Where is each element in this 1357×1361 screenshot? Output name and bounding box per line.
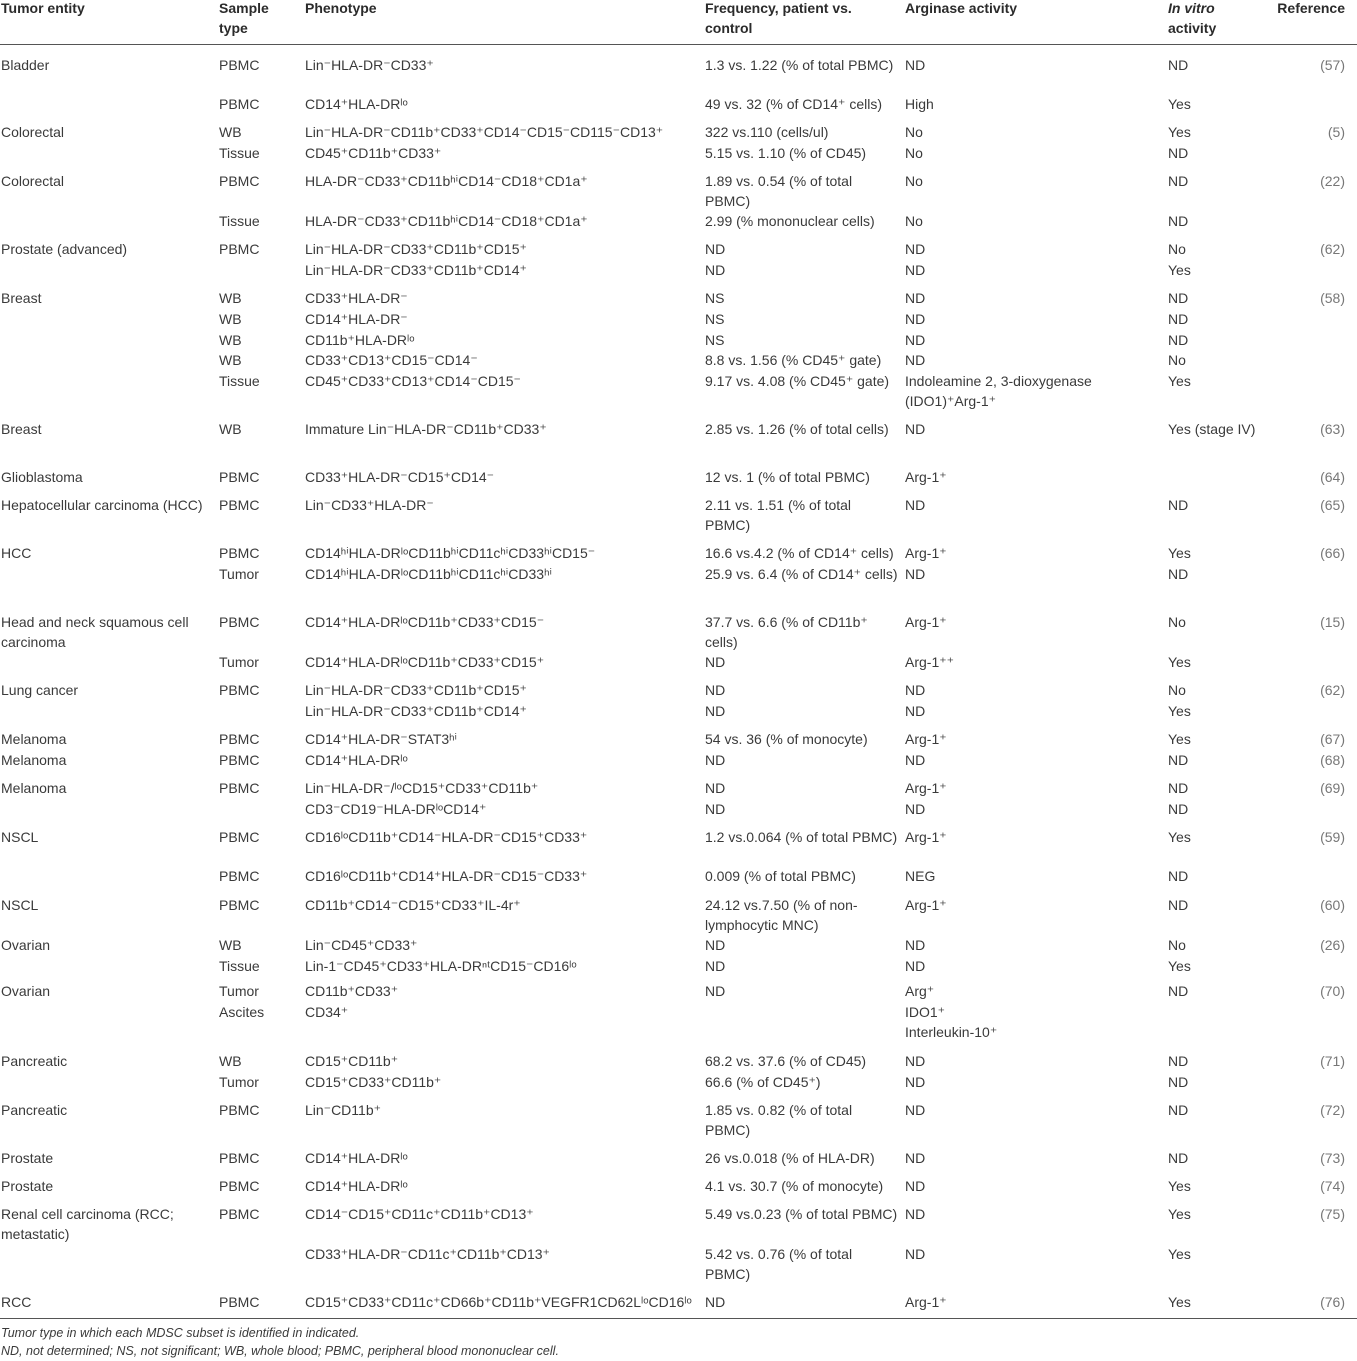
reference-cell: (75) bbox=[1320, 1206, 1345, 1222]
in-vitro-cell: ND bbox=[1168, 1102, 1189, 1118]
in-vitro-cell: No bbox=[1168, 241, 1186, 257]
phenotype-cell: CD15⁺CD11b⁺ bbox=[305, 1053, 399, 1069]
reference-cell: (62) bbox=[1320, 682, 1345, 698]
reference-cell: (22) bbox=[1320, 173, 1345, 189]
tumor-entity-cell: Glioblastoma bbox=[1, 469, 83, 485]
arginase-cell: ND bbox=[905, 937, 926, 953]
tumor-entity-cell: NSCL bbox=[1, 897, 39, 913]
frequency-cell: ND bbox=[705, 682, 726, 698]
frequency-cell: 5.15 vs. 1.10 (% of CD45) bbox=[705, 145, 867, 161]
arginase-cell: Arg-1⁺ bbox=[905, 829, 947, 845]
in-vitro-cell: ND bbox=[1168, 311, 1189, 327]
in-vitro-cell: ND bbox=[1168, 1150, 1189, 1166]
frequency-cell: NS bbox=[705, 332, 725, 348]
in-vitro-cell: ND bbox=[1168, 497, 1189, 513]
phenotype-cell: Lin⁻HLA-DR⁻CD33⁺CD11b⁺CD15⁺ bbox=[305, 241, 527, 257]
in-vitro-cell: No bbox=[1168, 937, 1186, 953]
reference-cell: (15) bbox=[1320, 614, 1345, 630]
sample-type-cell: PBMC bbox=[219, 96, 260, 112]
arginase-cell: Arg-1⁺ bbox=[905, 469, 947, 485]
phenotype-cell: CD14ʰⁱHLA-DRˡᵒCD11bʰⁱCD11cʰⁱCD33ʰⁱCD15⁻ bbox=[305, 545, 596, 561]
reference-cell: (60) bbox=[1320, 897, 1345, 913]
arginase-cell: ND bbox=[905, 752, 926, 768]
phenotype-cell: CD14⁺HLA-DRˡᵒ bbox=[305, 752, 408, 768]
in-vitro-cell: Yes bbox=[1168, 373, 1191, 389]
sample-type-cell: PBMC bbox=[219, 545, 260, 561]
tumor-entity-cell: Prostate bbox=[1, 1150, 54, 1166]
arginase-cell: No bbox=[905, 124, 923, 140]
frequency-cell: ND bbox=[705, 937, 726, 953]
phenotype-cell: Lin-1⁻CD45⁺CD33⁺HLA-DRⁿᵗCD15⁻CD16ˡᵒ bbox=[305, 958, 577, 974]
phenotype-cell: Immature Lin⁻HLA-DR⁻CD11b⁺CD33⁺ bbox=[305, 421, 547, 437]
reference-cell: (57) bbox=[1320, 57, 1345, 73]
in-vitro-cell: Yes bbox=[1168, 1246, 1191, 1262]
tumor-entity-cell: Pancreatic bbox=[1, 1102, 68, 1118]
arginase-cell: Arg⁺ bbox=[905, 983, 935, 999]
reference-cell: (66) bbox=[1320, 545, 1345, 561]
frequency-cell: 1.89 vs. 0.54 (% of total PBMC) bbox=[705, 173, 853, 209]
sample-type-cell: PBMC bbox=[219, 241, 260, 257]
in-vitro-cell: Yes bbox=[1168, 1294, 1191, 1310]
sample-type-cell: PBMC bbox=[219, 173, 260, 189]
in-vitro-cell: ND bbox=[1168, 983, 1189, 999]
arginase-cell: ND bbox=[905, 1074, 926, 1090]
tumor-entity-cell: RCC bbox=[1, 1294, 32, 1310]
arginase-cell: ND bbox=[905, 1206, 926, 1222]
reference-cell: (26) bbox=[1320, 937, 1345, 953]
reference-cell: (68) bbox=[1320, 752, 1345, 768]
frequency-cell: 25.9 vs. 6.4 (% of CD14⁺ cells) bbox=[705, 566, 898, 582]
phenotype-cell: CD11b⁺HLA-DRˡᵒ bbox=[305, 332, 415, 348]
tumor-entity-cell: Lung cancer bbox=[1, 682, 79, 698]
phenotype-cell: Lin⁻HLA-DR⁻CD33⁺CD11b⁺CD15⁺ bbox=[305, 682, 527, 698]
frequency-cell: 1.3 vs. 1.22 (% of total PBMC) bbox=[705, 57, 894, 73]
frequency-cell: NS bbox=[705, 311, 725, 327]
arginase-cell: ND bbox=[905, 682, 926, 698]
frequency-cell: ND bbox=[705, 654, 726, 670]
in-vitro-cell: Yes bbox=[1168, 262, 1191, 278]
arginase-cell: High bbox=[905, 96, 934, 112]
phenotype-cell: CD33⁺HLA-DR⁻CD11c⁺CD11b⁺CD13⁺ bbox=[305, 1246, 550, 1262]
arginase-cell: ND bbox=[905, 290, 926, 306]
tumor-entity-cell: Colorectal bbox=[1, 173, 65, 189]
phenotype-cell: CD11b⁺CD33⁺ bbox=[305, 983, 399, 999]
in-vitro-cell: ND bbox=[1168, 1053, 1189, 1069]
in-vitro-cell: ND bbox=[1168, 752, 1189, 768]
tumor-entity-cell: Colorectal bbox=[1, 124, 65, 140]
in-vitro-cell: Yes bbox=[1168, 703, 1191, 719]
tumor-entity-cell: Melanoma bbox=[1, 780, 67, 796]
header-frequency: Frequency, patient vs. control bbox=[705, 0, 852, 36]
reference-cell: (59) bbox=[1320, 829, 1345, 845]
frequency-cell: ND bbox=[705, 262, 726, 278]
phenotype-cell: CD14⁺HLA-DRˡᵒ bbox=[305, 96, 408, 112]
in-vitro-cell: ND bbox=[1168, 213, 1189, 229]
in-vitro-cell: Yes (stage IV) bbox=[1168, 421, 1256, 437]
phenotype-cell: CD14⁺HLA-DR⁻STAT3ʰⁱ bbox=[305, 731, 458, 747]
arginase-cell: ND bbox=[905, 566, 926, 582]
tumor-entity-cell: Melanoma bbox=[1, 752, 67, 768]
reference-cell: (72) bbox=[1320, 1102, 1345, 1118]
arginase-cell: Interleukin-10⁺ bbox=[905, 1024, 998, 1040]
sample-type-cell: Tumor bbox=[219, 566, 259, 582]
table-header bbox=[0, 0, 1357, 45]
frequency-cell: ND bbox=[705, 780, 726, 796]
in-vitro-cell: ND bbox=[1168, 780, 1189, 796]
phenotype-cell: CD14⁺HLA-DRˡᵒ bbox=[305, 1150, 408, 1166]
arginase-cell: No bbox=[905, 173, 923, 189]
frequency-cell: 2.99 (% mononuclear cells) bbox=[705, 213, 875, 229]
sample-type-cell: WB bbox=[219, 1053, 242, 1069]
sample-type-cell: Tissue bbox=[219, 373, 260, 389]
reference-cell: (63) bbox=[1320, 421, 1345, 437]
in-vitro-cell: ND bbox=[1168, 145, 1189, 161]
tumor-entity-cell: Ovarian bbox=[1, 937, 51, 953]
arginase-cell: ND bbox=[905, 703, 926, 719]
sample-type-cell: PBMC bbox=[219, 752, 260, 768]
phenotype-cell: CD45⁺CD33⁺CD13⁺CD14⁻CD15⁻ bbox=[305, 373, 521, 389]
reference-cell: (69) bbox=[1320, 780, 1345, 796]
frequency-cell: 1.85 vs. 0.82 (% of total PBMC) bbox=[705, 1102, 853, 1138]
phenotype-cell: Lin⁻HLA-DR⁻CD33⁺CD11b⁺CD14⁺ bbox=[305, 262, 527, 278]
frequency-cell: 26 vs.0.018 (% of HLA-DR) bbox=[705, 1150, 875, 1166]
sample-type-cell: PBMC bbox=[219, 1178, 260, 1194]
frequency-cell: 37.7 vs. 6.6 (% of CD11b⁺ cells) bbox=[705, 614, 868, 650]
frequency-cell: 5.49 vs.0.23 (% of total PBMC) bbox=[705, 1206, 898, 1222]
phenotype-cell: CD34⁺ bbox=[305, 1004, 349, 1020]
frequency-cell: ND bbox=[705, 703, 726, 719]
arginase-cell: ND bbox=[905, 421, 926, 437]
reference-cell: (73) bbox=[1320, 1150, 1345, 1166]
in-vitro-cell: Yes bbox=[1168, 545, 1191, 561]
frequency-cell: 322 vs.110 (cells/ul) bbox=[705, 124, 829, 140]
frequency-cell: ND bbox=[705, 1294, 726, 1310]
phenotype-cell: CD16ˡᵒCD11b⁺CD14⁻HLA-DR⁻CD15⁺CD33⁺ bbox=[305, 829, 588, 845]
arginase-cell: ND bbox=[905, 958, 926, 974]
arginase-cell: Arg-1⁺ bbox=[905, 1294, 947, 1310]
phenotype-cell: CD15⁺CD33⁺CD11c⁺CD66b⁺CD11b⁺VEGFR1CD62LˡᵒCD16ˡᵒ bbox=[305, 1294, 692, 1310]
arginase-cell: Arg-1⁺ bbox=[905, 614, 947, 630]
phenotype-cell: CD15⁺CD33⁺CD11b⁺ bbox=[305, 1074, 442, 1090]
sample-type-cell: PBMC bbox=[219, 682, 260, 698]
in-vitro-cell: ND bbox=[1168, 566, 1189, 582]
phenotype-cell: CD16ˡᵒCD11b⁺CD14⁺HLA-DR⁻CD15⁻CD33⁺ bbox=[305, 868, 588, 884]
frequency-cell: 54 vs. 36 (% of monocyte) bbox=[705, 731, 868, 747]
frequency-cell: 2.85 vs. 1.26 (% of total cells) bbox=[705, 421, 889, 437]
arginase-cell: Arg-1⁺⁺ bbox=[905, 654, 955, 670]
sample-type-cell: WB bbox=[219, 421, 242, 437]
arginase-cell: No bbox=[905, 145, 923, 161]
arginase-cell: Arg-1⁺ bbox=[905, 731, 947, 747]
frequency-cell: 24.12 vs.7.50 (% of non-lymphocytic MNC) bbox=[705, 897, 858, 933]
tumor-entity-cell: Prostate bbox=[1, 1178, 54, 1194]
arginase-cell: ND bbox=[905, 311, 926, 327]
sample-type-cell: PBMC bbox=[219, 614, 260, 630]
in-vitro-cell: No bbox=[1168, 682, 1186, 698]
in-vitro-cell: Yes bbox=[1168, 731, 1191, 747]
tumor-entity-cell: Bladder bbox=[1, 57, 50, 73]
tumor-entity-cell: HCC bbox=[1, 545, 32, 561]
sample-type-cell: WB bbox=[219, 124, 242, 140]
arginase-cell: Arg-1⁺ bbox=[905, 897, 947, 913]
in-vitro-cell: ND bbox=[1168, 173, 1189, 189]
in-vitro-cell: ND bbox=[1168, 290, 1189, 306]
reference-cell: (67) bbox=[1320, 731, 1345, 747]
arginase-cell: No bbox=[905, 213, 923, 229]
phenotype-cell: CD33⁺HLA-DR⁻CD15⁺CD14⁻ bbox=[305, 469, 495, 485]
tumor-entity-cell: Renal cell carcinoma (RCC; metastatic) bbox=[1, 1206, 174, 1242]
reference-cell: (70) bbox=[1320, 983, 1345, 999]
in-vitro-cell: ND bbox=[1168, 801, 1189, 817]
reference-cell: (5) bbox=[1327, 124, 1345, 140]
arginase-cell: ND bbox=[905, 1178, 926, 1194]
footnote-2: ND, not determined; NS, not significant; WB, whole blood; PBMC, peripheral blood mononuclear cell. bbox=[1, 1344, 559, 1358]
tumor-entity-cell: Breast bbox=[1, 290, 42, 306]
frequency-cell: 1.2 vs.0.064 (% of total PBMC) bbox=[705, 829, 898, 845]
tumor-entity-cell: Prostate (advanced) bbox=[1, 241, 128, 257]
arginase-cell: Arg-1⁺ bbox=[905, 545, 947, 561]
arginase-cell: ND bbox=[905, 262, 926, 278]
frequency-cell: ND bbox=[705, 241, 726, 257]
in-vitro-cell: Yes bbox=[1168, 958, 1191, 974]
arginase-cell: ND bbox=[905, 1246, 926, 1262]
reference-cell: (65) bbox=[1320, 497, 1345, 513]
frequency-cell: 66.6 (% of CD45⁺) bbox=[705, 1074, 821, 1090]
in-vitro-cell: Yes bbox=[1168, 124, 1191, 140]
in-vitro-cell: No bbox=[1168, 614, 1186, 630]
header-phenotype: Phenotype bbox=[305, 0, 377, 16]
arginase-cell: NEG bbox=[905, 868, 936, 884]
phenotype-cell: Lin⁻CD11b⁺ bbox=[305, 1102, 382, 1118]
phenotype-cell: CD14⁺HLA-DRˡᵒCD11b⁺CD33⁺CD15⁻ bbox=[305, 614, 545, 630]
phenotype-cell: CD45⁺CD11b⁺CD33⁺ bbox=[305, 145, 442, 161]
arginase-cell: ND bbox=[905, 332, 926, 348]
tumor-entity-cell: Melanoma bbox=[1, 731, 67, 747]
phenotype-cell: CD11b⁺CD14⁻CD15⁺CD33⁺IL-4r⁺ bbox=[305, 897, 521, 913]
arginase-cell: ND bbox=[905, 57, 926, 73]
header-in-vitro-italic: In vitro bbox=[1168, 0, 1215, 16]
sample-type-cell: PBMC bbox=[219, 497, 260, 513]
phenotype-cell: CD3⁻CD19⁻HLA-DRˡᵒCD14⁺ bbox=[305, 801, 487, 817]
sample-type-cell: Tumor bbox=[219, 654, 259, 670]
in-vitro-cell: ND bbox=[1168, 897, 1189, 913]
phenotype-cell: Lin⁻CD33⁺HLA-DR⁻ bbox=[305, 497, 434, 513]
frequency-cell: ND bbox=[705, 801, 726, 817]
in-vitro-cell: Yes bbox=[1168, 654, 1191, 670]
sample-type-cell: PBMC bbox=[219, 1150, 260, 1166]
in-vitro-cell: Yes bbox=[1168, 829, 1191, 845]
frequency-cell: ND bbox=[705, 983, 726, 999]
phenotype-cell: Lin⁻HLA-DR⁻/ˡᵒCD15⁺CD33⁺CD11b⁺ bbox=[305, 780, 539, 796]
sample-type-cell: WB bbox=[219, 311, 242, 327]
frequency-cell: ND bbox=[705, 958, 726, 974]
arginase-cell: ND bbox=[905, 1053, 926, 1069]
sample-type-cell: Tumor bbox=[219, 1074, 259, 1090]
frequency-cell: 8.8 vs. 1.56 (% CD45⁺ gate) bbox=[705, 352, 882, 368]
sample-type-cell: WB bbox=[219, 332, 242, 348]
reference-cell: (62) bbox=[1320, 241, 1345, 257]
arginase-cell: Arg-1⁺ bbox=[905, 780, 947, 796]
phenotype-cell: HLA-DR⁻CD33⁺CD11bʰⁱCD14⁻CD18⁺CD1a⁺ bbox=[305, 173, 588, 189]
in-vitro-cell: Yes bbox=[1168, 1178, 1191, 1194]
sample-type-cell: PBMC bbox=[219, 731, 260, 747]
sample-type-cell: PBMC bbox=[219, 469, 260, 485]
frequency-cell: 4.1 vs. 30.7 (% of monocyte) bbox=[705, 1178, 884, 1194]
in-vitro-cell: ND bbox=[1168, 1074, 1189, 1090]
frequency-cell: ND bbox=[705, 752, 726, 768]
arginase-cell: Indoleamine 2, 3-dioxygenase (IDO1)⁺Arg-1⁺ bbox=[905, 373, 1092, 409]
frequency-cell: 12 vs. 1 (% of total PBMC) bbox=[705, 469, 870, 485]
sample-type-cell: PBMC bbox=[219, 1102, 260, 1118]
tumor-entity-cell: Pancreatic bbox=[1, 1053, 68, 1069]
reference-cell: (76) bbox=[1320, 1294, 1345, 1310]
reference-cell: (58) bbox=[1320, 290, 1345, 306]
frequency-cell: 9.17 vs. 4.08 (% CD45⁺ gate) bbox=[705, 373, 890, 389]
sample-type-cell: Tissue bbox=[219, 145, 260, 161]
table-bottom-rule bbox=[0, 1318, 1357, 1319]
phenotype-cell: CD14ʰⁱHLA-DRˡᵒCD11bʰⁱCD11cʰⁱCD33ʰⁱ bbox=[305, 566, 552, 582]
phenotype-cell: CD33⁺HLA-DR⁻ bbox=[305, 290, 408, 306]
footnote-1: Tumor type in which each MDSC subset is identified in indicated. bbox=[1, 1326, 360, 1340]
tumor-entity-cell: Head and neck squamous cell carcinoma bbox=[1, 614, 189, 650]
header-sample-type: Sample type bbox=[219, 0, 269, 36]
phenotype-cell: CD14⁻CD15⁺CD11c⁺CD11b⁺CD13⁺ bbox=[305, 1206, 534, 1222]
tumor-entity-cell: Ovarian bbox=[1, 983, 51, 999]
in-vitro-cell: ND bbox=[1168, 868, 1189, 884]
reference-cell: (74) bbox=[1320, 1178, 1345, 1194]
sample-type-cell: Tissue bbox=[219, 213, 260, 229]
arginase-cell: ND bbox=[905, 1102, 926, 1118]
frequency-cell: 49 vs. 32 (% of CD14⁺ cells) bbox=[705, 96, 883, 112]
reference-cell: (64) bbox=[1320, 469, 1345, 485]
in-vitro-cell: ND bbox=[1168, 57, 1189, 73]
sample-type-cell: PBMC bbox=[219, 57, 260, 73]
arginase-cell: ND bbox=[905, 241, 926, 257]
sample-type-cell: Tissue bbox=[219, 958, 260, 974]
phenotype-cell: Lin⁻CD45⁺CD33⁺ bbox=[305, 937, 418, 953]
header-tumor-entity: Tumor entity bbox=[1, 0, 85, 16]
arginase-cell: ND bbox=[905, 497, 926, 513]
frequency-cell: 68.2 vs. 37.6 (% of CD45) bbox=[705, 1053, 867, 1069]
sample-type-cell: PBMC bbox=[219, 1294, 260, 1310]
sample-type-cell: PBMC bbox=[219, 868, 260, 884]
frequency-cell: 5.42 vs. 0.76 (% of total PBMC) bbox=[705, 1246, 853, 1282]
arginase-cell: ND bbox=[905, 1150, 926, 1166]
frequency-cell: 2.11 vs. 1.51 (% of total PBMC) bbox=[705, 497, 852, 533]
header-arginase: Arginase activity bbox=[905, 0, 1018, 16]
header-in-vitro-rest: activity bbox=[1168, 20, 1217, 36]
sample-type-cell: PBMC bbox=[219, 829, 260, 845]
in-vitro-cell: ND bbox=[1168, 332, 1189, 348]
phenotype-cell: CD14⁺HLA-DR⁻ bbox=[305, 311, 408, 327]
arginase-cell: ND bbox=[905, 801, 926, 817]
sample-type-cell: PBMC bbox=[219, 897, 260, 913]
tumor-entity-cell: Hepatocellular carcinoma (HCC) bbox=[1, 497, 203, 513]
reference-cell: (71) bbox=[1320, 1053, 1345, 1069]
phenotype-cell: Lin⁻HLA-DR⁻CD11b⁺CD33⁺CD14⁻CD15⁻CD115⁻CD13⁺ bbox=[305, 124, 664, 140]
phenotype-cell: CD14⁺HLA-DRˡᵒ bbox=[305, 1178, 408, 1194]
sample-type-cell: PBMC bbox=[219, 1206, 260, 1222]
header-reference: Reference bbox=[1277, 0, 1345, 16]
phenotype-cell: HLA-DR⁻CD33⁺CD11bʰⁱCD14⁻CD18⁺CD1a⁺ bbox=[305, 213, 588, 229]
tumor-entity-cell: Breast bbox=[1, 421, 42, 437]
in-vitro-cell: No bbox=[1168, 352, 1186, 368]
frequency-cell: 16.6 vs.4.2 (% of CD14⁺ cells) bbox=[705, 545, 894, 561]
phenotype-cell: CD33⁺CD13⁺CD15⁻CD14⁻ bbox=[305, 352, 478, 368]
sample-type-cell: WB bbox=[219, 290, 242, 306]
in-vitro-cell: Yes bbox=[1168, 1206, 1191, 1222]
sample-type-cell: WB bbox=[219, 937, 242, 953]
phenotype-cell: Lin⁻HLA-DR⁻CD33⁺ bbox=[305, 57, 434, 73]
arginase-cell: IDO1⁺ bbox=[905, 1004, 946, 1020]
sample-type-cell: Ascites bbox=[219, 1004, 265, 1020]
phenotype-cell: Lin⁻HLA-DR⁻CD33⁺CD11b⁺CD14⁺ bbox=[305, 703, 527, 719]
phenotype-cell: CD14⁺HLA-DRˡᵒCD11b⁺CD33⁺CD15⁺ bbox=[305, 654, 545, 670]
frequency-cell: 0.009 (% of total PBMC) bbox=[705, 868, 856, 884]
in-vitro-cell: Yes bbox=[1168, 96, 1191, 112]
arginase-cell: ND bbox=[905, 352, 926, 368]
sample-type-cell: PBMC bbox=[219, 780, 260, 796]
sample-type-cell: Tumor bbox=[219, 983, 259, 999]
frequency-cell: NS bbox=[705, 290, 725, 306]
tumor-entity-cell: NSCL bbox=[1, 829, 39, 845]
sample-type-cell: WB bbox=[219, 352, 242, 368]
